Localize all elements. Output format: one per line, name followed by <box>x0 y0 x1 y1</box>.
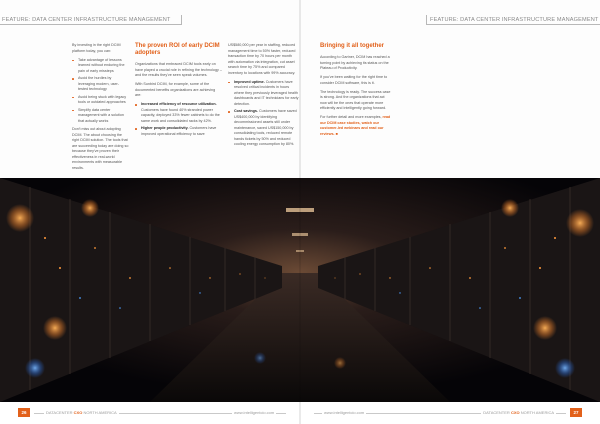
column-2-paragraph: With Sunbird DCIM, for example, some of the documented benefits organizations are achieving are: <box>135 82 216 97</box>
magazine-brand: CXO <box>510 410 520 415</box>
article-column-2 <box>135 43 222 139</box>
page-number-right: 27 <box>570 408 582 417</box>
column-4-paragraph: If you've been waiting for the right time to consider DCIM software, this is it. <box>320 75 388 85</box>
column-1-bullet-list <box>72 58 129 125</box>
magazine-suffix: NORTH AMERICA <box>83 410 117 415</box>
section-heading-conclusion: Bringing it all together <box>320 43 384 49</box>
column-4-paragraph: According to Gartner, DCIM has reached a turning point by achieving its status on the Plateau of Productivity. <box>320 55 390 70</box>
list-item-text: Customers have resolved critical incidents in hours where they previously leveraged health dashboards and IT technicians for early detection. <box>234 79 299 106</box>
list-item: Simplify data center management with a solution that actually works <box>72 108 129 125</box>
article-column-3 <box>228 43 299 150</box>
list-item-lead: Improved uptime. <box>234 79 265 84</box>
list-item-lead: Higher people productivity. <box>141 126 189 130</box>
section-heading-roi: The proven ROI of early DCIM adopters <box>135 43 220 56</box>
column-4-paragraph: The technology is ready. The success case is strong. And the organizations that act now will be the ones that operate more efficiently and intelligently going forward. <box>320 89 391 110</box>
url-left[interactable]: www.intelligentcio.com <box>234 410 275 415</box>
column-3-bullet-list <box>228 80 299 148</box>
magazine-brand: CXO <box>73 410 83 415</box>
list-item-text: Customers have found 40% stranded power capacity, deployed 33% fewer cabinets to do the same work and consolidated racks by 42%. <box>141 107 220 123</box>
list-item-lead: Cost savings. <box>234 109 258 113</box>
list-item-text: Customers have improved operational efficiency to save <box>141 126 217 136</box>
magazine-name-left <box>44 410 119 415</box>
page-gutter <box>299 0 301 424</box>
column-1-intro: By investing in the right DCIM platform today, you can: <box>72 43 121 53</box>
magazine-prefix: DATACENTER <box>483 410 510 415</box>
list-item-lead: Increased efficiency of resource utilization. <box>141 102 217 106</box>
magazine-prefix: DATACENTER <box>46 410 73 415</box>
list-item <box>228 109 299 148</box>
article-column-1 <box>72 43 129 175</box>
url-right[interactable]: www.intelligentcio.com <box>324 410 365 415</box>
section-tag-right: FEATURE: DATA CENTER INFRASTRUCTURE MANAGEMENT <box>426 15 600 25</box>
list-item <box>135 126 222 137</box>
case-studies-link[interactable]: read our DCIM case studies, watch our customer-led webinars and read our reviews. <box>320 115 391 136</box>
column-2-bullet-list <box>135 102 222 137</box>
section-tag-left: FEATURE: DATA CENTER INFRASTRUCTURE MANAGEMENT <box>0 15 182 25</box>
page-number-left: 26 <box>18 408 30 417</box>
column-4-paragraph <box>320 115 392 137</box>
column-1-outro: Don't miss out about adopting DCIM. The about choosing the right DCIM solution. The tools that are succeeding today are doing so because they've proven their effectiveness in real-world environments with measurable results. <box>72 127 129 170</box>
end-mark: ■ <box>335 131 338 136</box>
list-item: Avoid the hurdles by leveraging modern, user-tested technology <box>72 76 129 93</box>
list-item <box>228 80 299 108</box>
list-item-text: Customers have saved US$400,000 by identifying decommissioned assets still under maintenance, saved US$150,000 by consolidating tools, reduced remote hands tickets by 50% and reduced cooling energy consumption by 80%. <box>234 109 297 146</box>
magazine-name-right <box>481 410 556 415</box>
magazine-suffix: NORTH AMERICA <box>520 410 554 415</box>
list-item <box>135 102 222 124</box>
list-item: Avoid being stuck with legacy tools or outdated approaches <box>72 95 129 106</box>
list-item: Take advantage of lessons learned without enduring the pain of early missteps <box>72 58 129 75</box>
closing-text: For further detail and more examples, <box>320 115 383 119</box>
article-column-4 <box>320 43 392 141</box>
column-2-paragraph: Organizations that embraced DCIM tools early on have played a crucial role in refining the technology – and the results they've seen speak volumes. <box>135 62 222 77</box>
column-3-continuation: US$580,000 per year in staffing, reduced management time to 50% faster, reduced transaction time by 70 hours per month with automation via integration, cut asset search time by 75% and compared inventory to locations with 99% accuracy. <box>228 43 296 75</box>
